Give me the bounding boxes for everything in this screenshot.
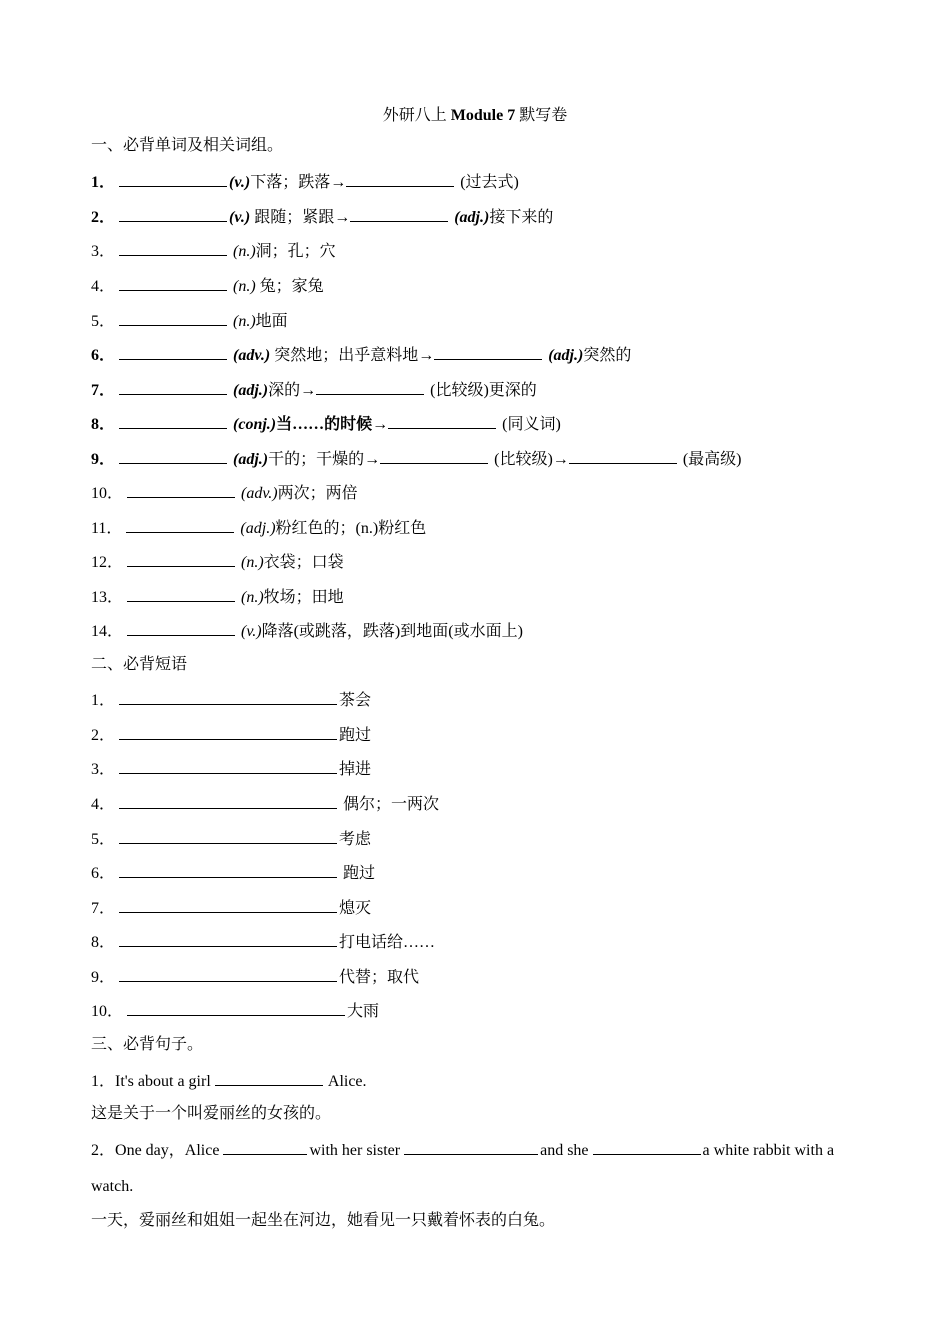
answer-blank[interactable] [127,482,235,498]
phrase-item: 7． 熄灭 [91,897,371,919]
phrase-item: 2． 跑过 [91,724,371,746]
answer-blank[interactable] [119,758,337,774]
answer-blank[interactable] [119,931,337,947]
word-item: 5． (n.)地面 [91,310,288,332]
page-title: 外研八上 Module 7 默写卷 [382,107,568,124]
section-3-heading: 三、必背句子。 [91,1036,204,1053]
answer-blank[interactable] [316,379,424,395]
word-item: 7． (adj.)深的→ (比较级)更深的 [91,379,537,401]
answer-blank[interactable] [119,793,337,809]
phrase-item: 4． 偶尔；一两次 [91,793,439,815]
word-item: 8． (conj.)当……的时候→ (同义词) [91,413,561,435]
answer-blank[interactable] [569,448,677,464]
answer-blank[interactable] [119,310,227,326]
word-item: 11． (adj.)粉红色的；(n.)粉红色 [91,517,426,539]
answer-blank[interactable] [126,517,234,533]
answer-blank[interactable] [127,1000,345,1016]
answer-blank[interactable] [404,1139,538,1155]
answer-blank[interactable] [388,413,496,429]
answer-blank[interactable] [119,171,227,187]
answer-blank[interactable] [593,1139,701,1155]
answer-blank[interactable] [119,240,227,256]
answer-blank[interactable] [346,171,454,187]
answer-blank[interactable] [119,862,337,878]
phrase-item: 3． 掉进 [91,758,371,780]
sentence-continuation: watch. [91,1178,134,1195]
answer-blank[interactable] [119,206,227,222]
answer-blank[interactable] [119,275,227,291]
section-1-heading: 一、必背单词及相关词组。 [91,137,284,154]
answer-blank[interactable] [127,620,235,636]
answer-blank[interactable] [119,344,227,360]
answer-blank[interactable] [119,379,227,395]
answer-blank[interactable] [223,1139,307,1155]
sentence-translation: 一天，爱丽丝和姐姐一起坐在河边，她看见一只戴着怀表的白兔。 [91,1212,556,1229]
word-item: 3． (n.)洞；孔；穴 [91,240,336,262]
phrase-item: 1． 茶会 [91,689,371,711]
word-item: 6． (adv.) 突然地；出乎意料地→ (adj.)突然的 [91,344,631,366]
answer-blank[interactable] [119,897,337,913]
answer-blank[interactable] [119,413,227,429]
phrase-item: 9． 代替；取代 [91,966,419,988]
answer-blank[interactable] [119,689,337,705]
answer-blank[interactable] [119,724,337,740]
answer-blank[interactable] [119,828,337,844]
word-item: 10． (adv.)两次；两倍 [91,482,358,504]
word-item: 9． (adj.)干的；干燥的→ (比较级)→ (最高级) [91,448,741,470]
sentence-translation: 这是关于一个叫爱丽丝的女孩的。 [91,1105,332,1122]
phrase-item: 6． 跑过 [91,862,375,884]
answer-blank[interactable] [119,966,337,982]
answer-blank[interactable] [215,1070,323,1086]
answer-blank[interactable] [119,448,227,464]
section-2-heading: 二、必背短语 [91,656,188,673]
sentence-item: 2．One day，Alice with her sister and she a white rabbit with a [91,1139,834,1161]
sentence-item: 1．It's about a girl Alice. [91,1070,367,1092]
word-item: 4． (n.) 兔；家兔 [91,275,324,297]
answer-blank[interactable] [127,551,235,567]
answer-blank[interactable] [434,344,542,360]
word-item: 12． (n.)衣袋；口袋 [91,551,344,573]
word-item: 13． (n.)牧场；田地 [91,586,344,608]
phrase-item: 5． 考虑 [91,828,371,850]
word-item: 1． (v.)下落；跌落→ (过去式) [91,171,519,193]
word-item: 14． (v.)降落(或跳落，跌落)到地面(或水面上) [91,620,523,642]
answer-blank[interactable] [380,448,488,464]
word-item: 2． (v.) 跟随；紧跟→ (adj.)接下来的 [91,206,553,228]
phrase-item: 8． 打电话给…… [91,931,435,953]
answer-blank[interactable] [350,206,448,222]
phrase-item: 10． 大雨 [91,1000,379,1022]
answer-blank[interactable] [127,586,235,602]
